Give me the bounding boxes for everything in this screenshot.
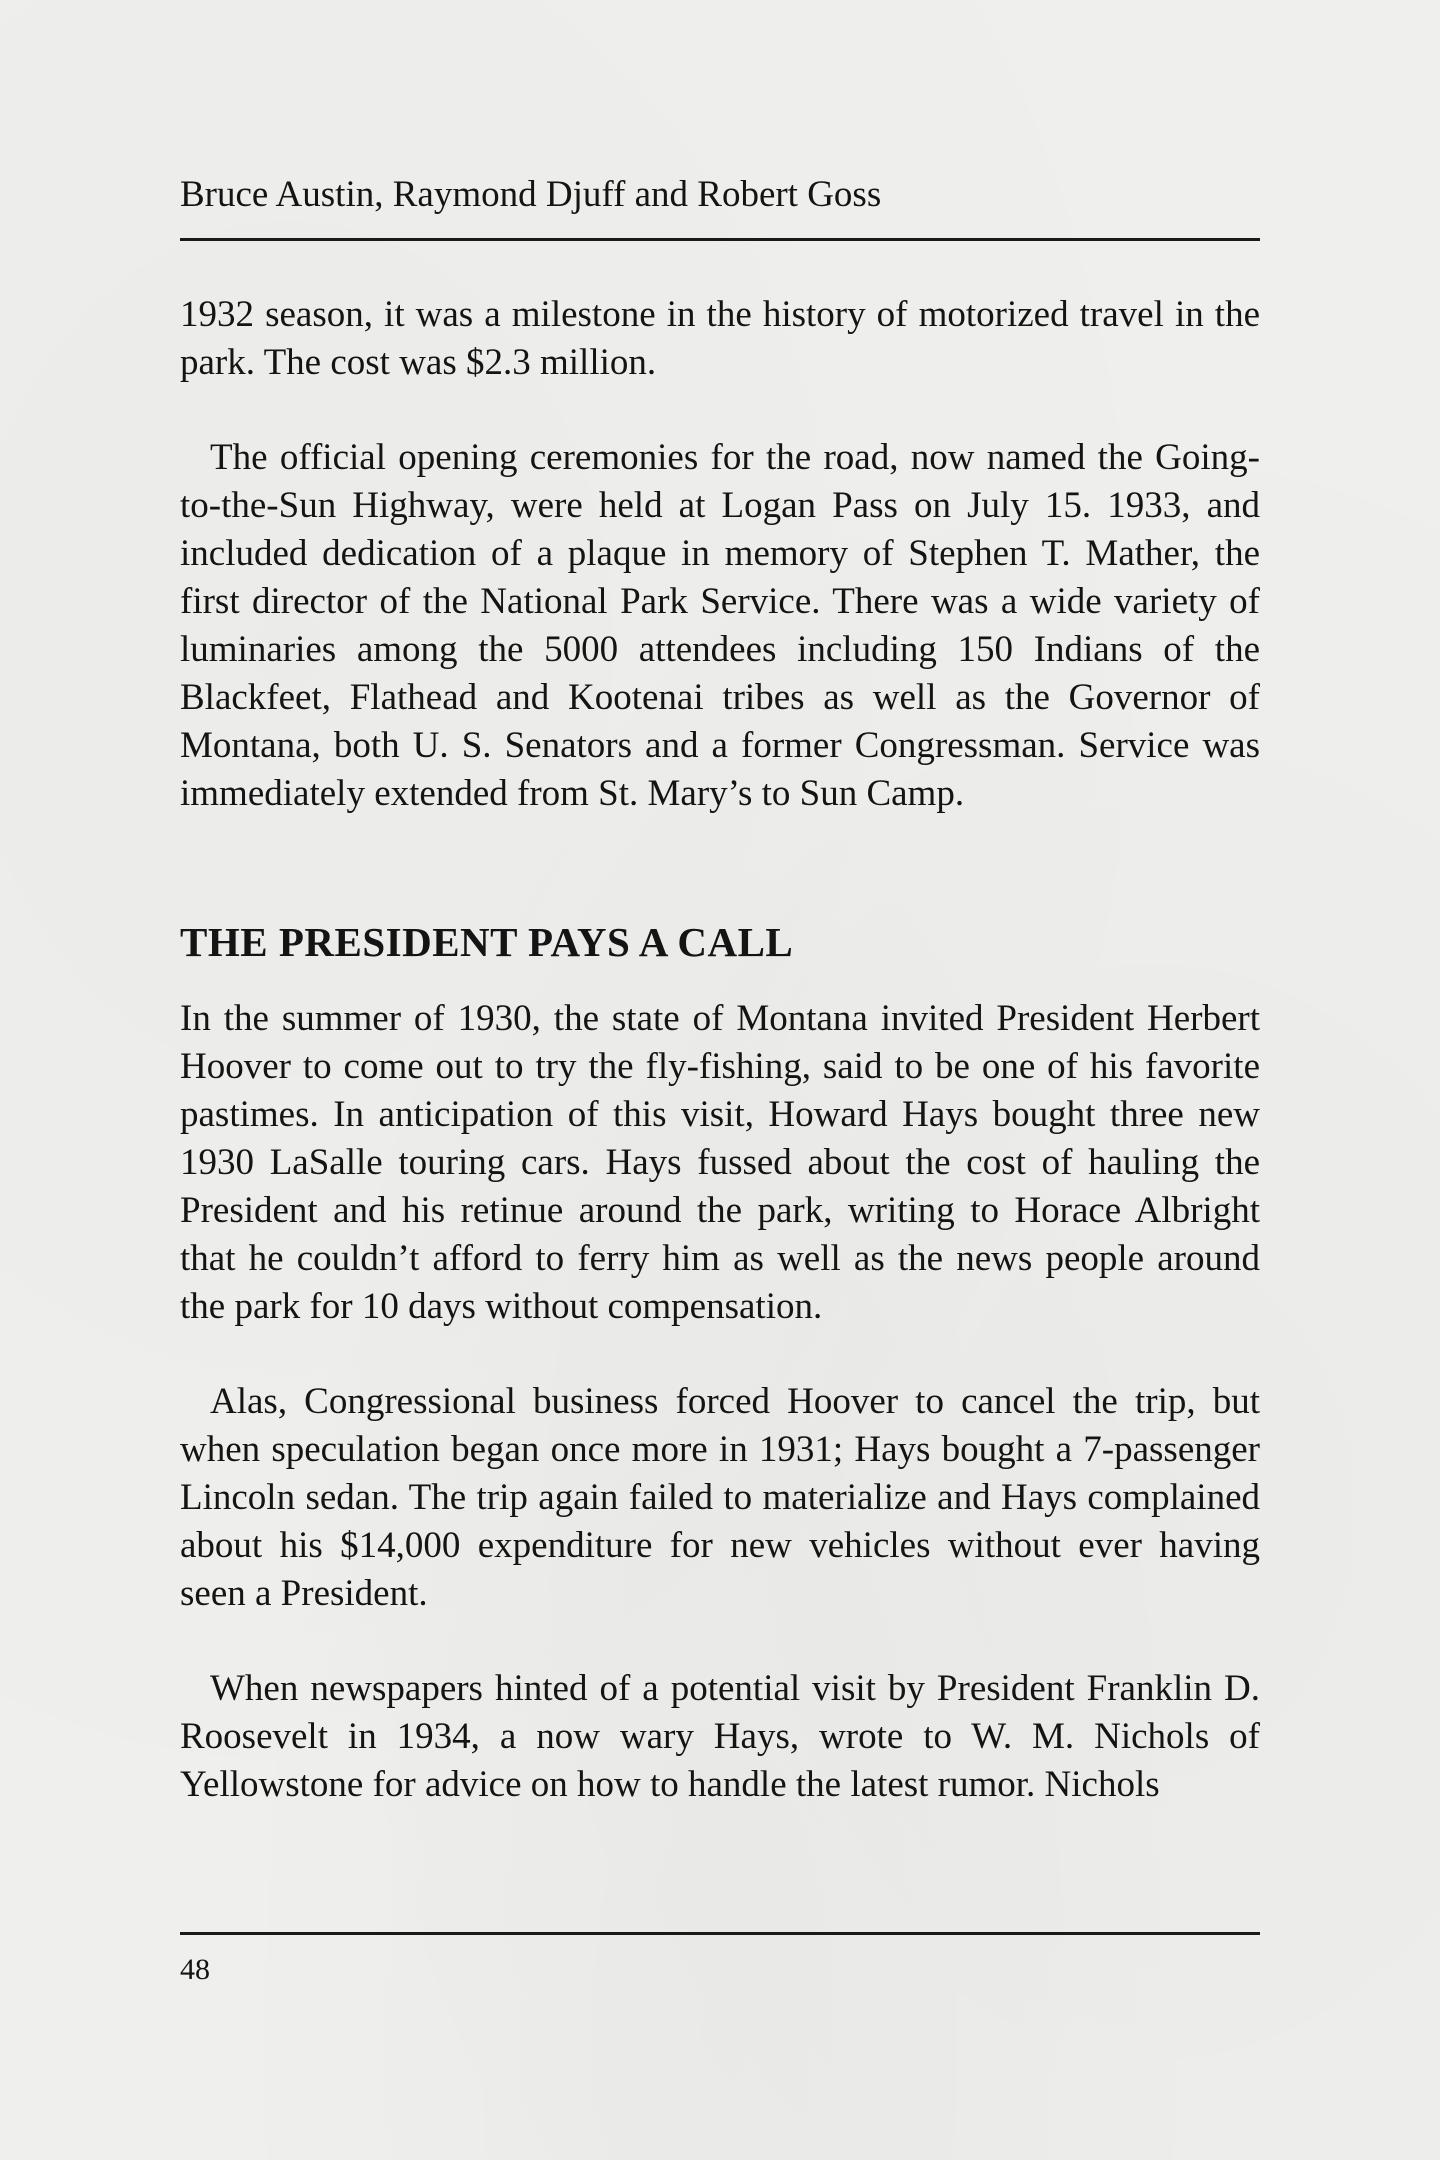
footer-rule bbox=[180, 1932, 1260, 1935]
page-body bbox=[180, 291, 1260, 1809]
paragraph: The official opening ceremonies for the road, now named the Going-to-the-Sun Highway, were held at Logan Pass on July 15. 1933, and included dedication of a plaque in memory of Stephen T. Mather, the first director of the National Park Service. There was a wide variety of luminaries among the 5000 attendees including 150 Indians of the Blackfeet, Flathead and Kootenai tribes as well as the Governor of Montana, both U. S. Senators and a former Congressman. Service was immediately extended from St. Mary’s to Sun Camp. bbox=[180, 437, 1260, 814]
header-rule bbox=[180, 238, 1260, 241]
paragraph: When newspapers hinted of a potential visit by President Franklin D. Roosevelt in 1934, a now wary Hays, wrote to W. M. Nichols of Yellowstone for advice on how to handle the latest rumor. Nichols bbox=[180, 1668, 1260, 1805]
paragraph-gap bbox=[180, 1618, 1260, 1665]
page-number: 48 bbox=[180, 1953, 210, 1986]
paragraph: Alas, Congressional business forced Hoover to cancel the trip, but when speculation began once more in 1931; Hays bought a 7-passenger Lincoln sedan. The trip again failed to materialize and Hays complained about his $14,000 expenditure for new vehicles without ever having seen a President. bbox=[180, 1381, 1260, 1614]
running-head: Bruce Austin, Raymond Djuff and Robert Goss bbox=[180, 174, 882, 215]
heading-gap bbox=[180, 966, 1260, 995]
section-gap bbox=[180, 818, 1260, 918]
paragraph: In the summer of 1930, the state of Montana invited President Herbert Hoover to come out to try the fly-fishing, said to be one of his favorite pastimes. In anticipation of this visit, Howard Hays bought three new 1930 LaSalle touring cars. Hays fussed about the cost of hauling the President and his retinue around the park, writing to Horace Albright that he couldn’t afford to ferry him as well as the news people around the park for 10 days without compensation. bbox=[180, 998, 1260, 1327]
paragraph-gap bbox=[180, 387, 1260, 434]
section-heading: THE PRESIDENT PAYS A CALL bbox=[180, 919, 794, 965]
paragraph-gap bbox=[180, 1331, 1260, 1378]
paragraph: 1932 season, it was a milestone in the history of motorized travel in the park. The cost was $2.3 million. bbox=[180, 294, 1260, 383]
